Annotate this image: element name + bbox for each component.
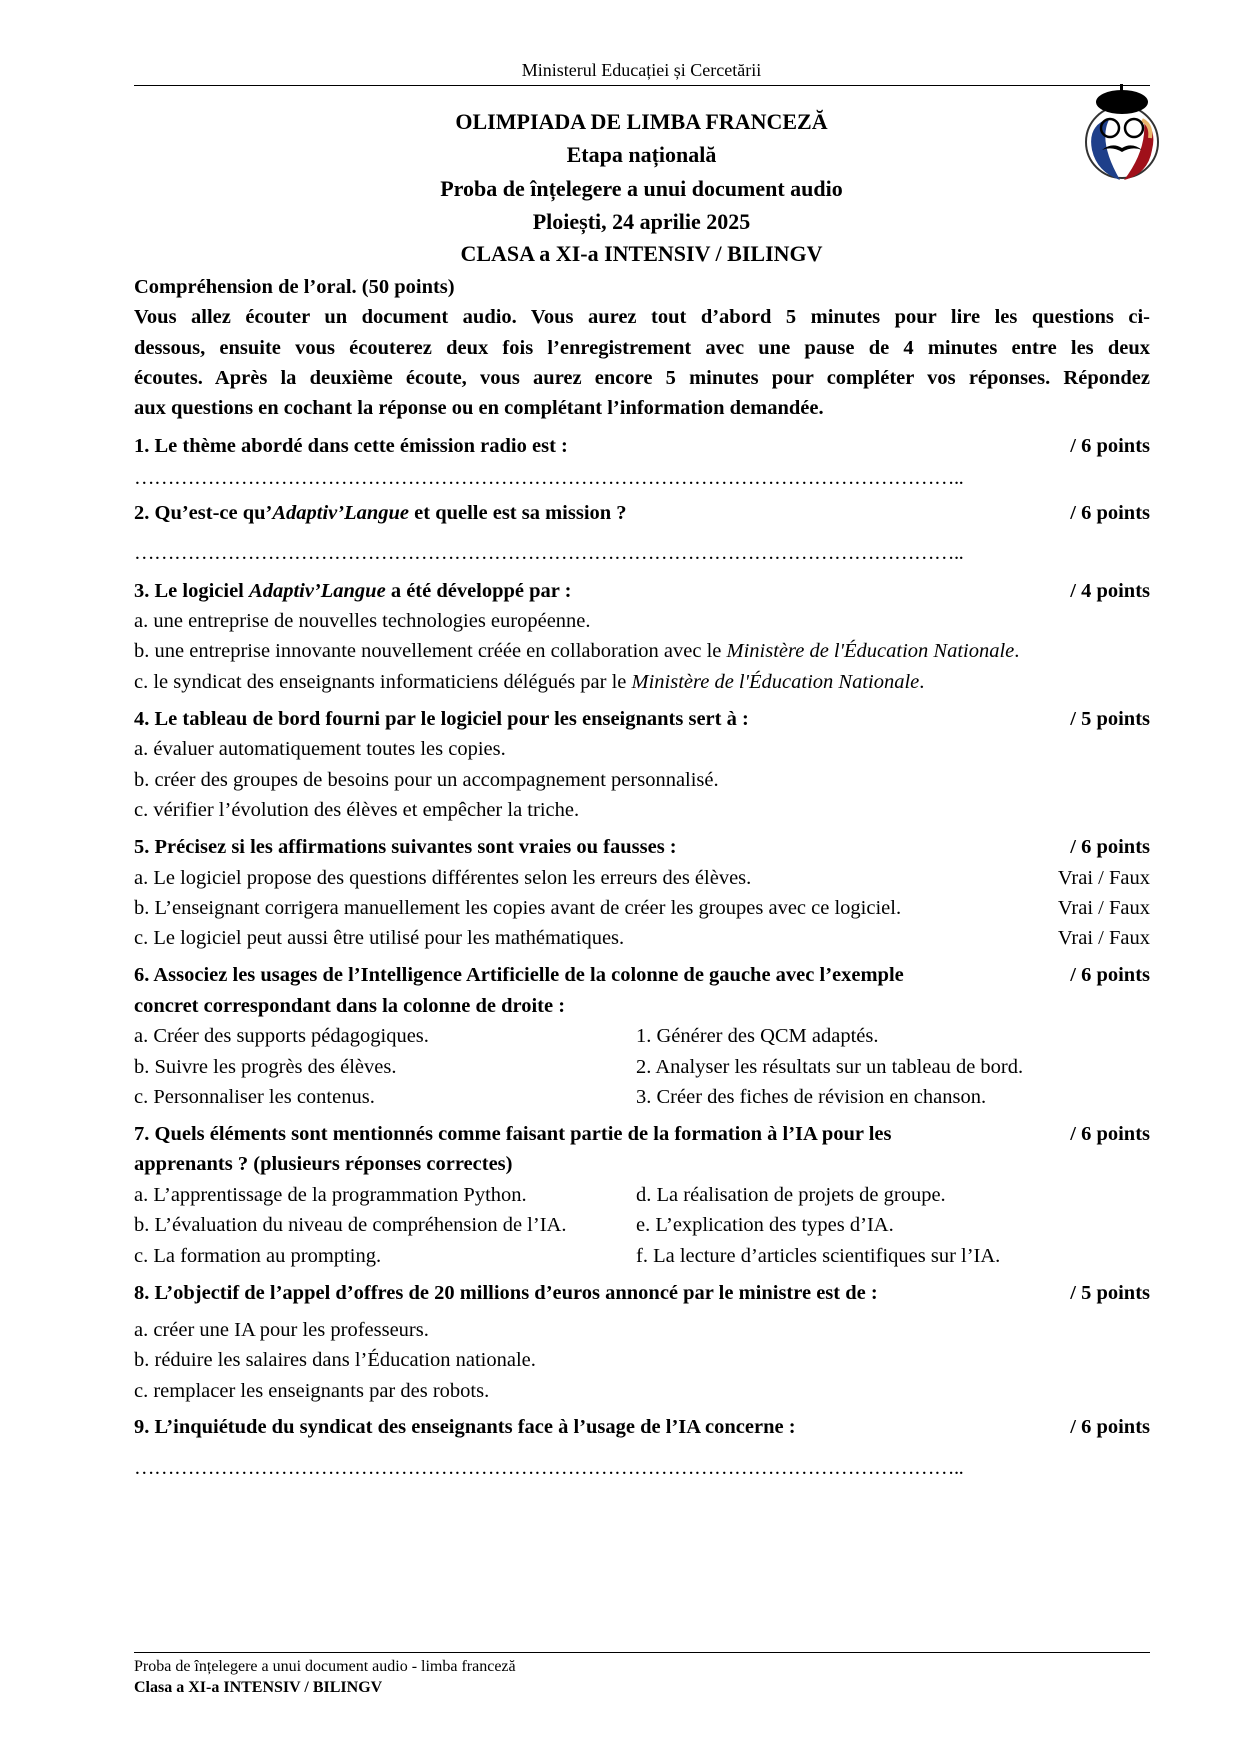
title-line-5: CLASA a XI-a INTENSIV / BILINGV — [460, 241, 823, 266]
points-label: / 5 points — [1070, 1282, 1150, 1304]
option-c[interactable]: c. La formation au prompting. — [134, 1245, 382, 1267]
ministry-name: Ministerul Educației și Cercetării — [521, 60, 762, 80]
option-a[interactable]: a. créer une IA pour les professeurs. — [134, 1319, 429, 1341]
statement-b: b. L’enseignant corrigera manuellement les copies avant de créer les groupes avec ce logiciel. — [134, 897, 902, 919]
true-false-choice[interactable]: Vrai / Faux — [1057, 867, 1150, 889]
true-false-choice[interactable]: Vrai / Faux — [1057, 927, 1150, 949]
points-label: / 6 points — [1070, 836, 1150, 858]
points-label: / 6 points — [1070, 1123, 1150, 1145]
instructions-line: aux questions en cochant la réponse ou en complétant l’information demandée. — [134, 397, 824, 419]
footer-line-2: Clasa a XI-a INTENSIV / BILINGV — [134, 1679, 383, 1696]
question-text: 9. L’inquiétude du syndicat des enseignants face à l’usage de l’IA concerne : — [134, 1416, 796, 1438]
option-b[interactable]: b. créer des groupes de besoins pour un accompagnement personnalisé. — [134, 769, 719, 791]
option-c[interactable]: c. vérifier l’évolution des élèves et empêcher la triche. — [134, 799, 580, 821]
title-line-4: Ploiești, 24 aprilie 2025 — [532, 209, 751, 234]
points-label: / 6 points — [1070, 502, 1150, 524]
points-label: / 4 points — [1070, 580, 1150, 602]
question-text: 2. Qu’est-ce qu’ — [134, 502, 273, 524]
question-text: 7. Quels éléments sont mentionnés comme faisant partie de la formation à l’IA pour les — [134, 1123, 892, 1145]
instructions-line: Vous allez écouter un document audio. Vous aurez tout d’abord 5 minutes pour lire les questions ci- — [134, 306, 1150, 328]
title-line-3: Proba de înțelegere a unui document audio — [440, 176, 843, 201]
answer-line[interactable]: …………………………………………………………………………………………………………….. — [134, 542, 964, 564]
answer-line[interactable]: …………………………………………………………………………………………………………….. — [134, 467, 964, 489]
question-text: apprenants ? (plusieurs réponses correctes) — [134, 1153, 513, 1175]
option-f[interactable]: f. La lecture d’articles scientifiques sur l’IA. — [636, 1245, 1001, 1267]
option-d[interactable]: d. La réalisation de projets de groupe. — [636, 1184, 946, 1206]
instructions-line: dessous, ensuite vous écouterez deux fois l’enregistrement avec une pause de 4 minutes entre les deux — [134, 337, 1150, 359]
option-c[interactable]: c. remplacer les enseignants par des robots. — [134, 1380, 490, 1402]
option-a[interactable]: a. L’apprentissage de la programmation Python. — [134, 1184, 527, 1206]
left-item[interactable]: c. Personnaliser les contenus. — [134, 1086, 375, 1108]
option-e[interactable]: e. L’explication des types d’IA. — [636, 1214, 894, 1236]
points-label: / 6 points — [1070, 1416, 1150, 1438]
true-false-choice[interactable]: Vrai / Faux — [1057, 897, 1150, 919]
right-item[interactable]: 3. Créer des fiches de révision en chanson. — [636, 1086, 987, 1108]
header-rule — [134, 85, 1150, 86]
statement-c: c. Le logiciel peut aussi être utilisé pour les mathématiques. — [134, 927, 625, 949]
title-line-1: OLIMPIADA DE LIMBA FRANCEZĂ — [455, 109, 828, 134]
question-text: 4. Le tableau de bord fourni par le logiciel pour les enseignants sert à : — [134, 708, 749, 730]
option-text: c. le syndicat des enseignants informaticiens délégués par le — [134, 671, 632, 693]
question-text: et quelle est sa mission ? — [409, 502, 627, 524]
question-text: a été développé par : — [385, 580, 572, 602]
option-c[interactable]: c. le syndicat des enseignants informaticiens délégués par le Ministère de l'Éducation Nationale. — [134, 671, 925, 693]
question-text: 5. Précisez si les affirmations suivantes sont vraies ou fausses : — [134, 836, 677, 858]
footer-line-1: Proba de înțelegere a unui document audio - limba franceză — [134, 1658, 516, 1675]
instructions-line: écoutes. Après la deuxième écoute, vous aurez encore 5 minutes pour compléter vos réponses. Répondez — [134, 367, 1150, 389]
option-b[interactable]: b. réduire les salaires dans l’Éducation nationale. — [134, 1349, 536, 1371]
right-item[interactable]: 1. Générer des QCM adaptés. — [636, 1025, 879, 1047]
question-text: concret correspondant dans la colonne de droite : — [134, 995, 566, 1017]
option-a[interactable]: a. une entreprise de nouvelles technologies européenne. — [134, 610, 591, 632]
answer-line[interactable]: …………………………………………………………………………………………………………….. — [134, 1457, 964, 1479]
question-text: 3. Le logiciel — [134, 580, 250, 602]
question-text: 6. Associez les usages de l’Intelligence Artificielle de la colonne de gauche avec l’exemple — [134, 964, 904, 986]
right-item[interactable]: 2. Analyser les résultats sur un tableau de bord. — [636, 1056, 1024, 1078]
option-italic: Ministère de l'Éducation Nationale — [631, 671, 920, 693]
points-label: / 5 points — [1070, 708, 1150, 730]
statement-a: a. Le logiciel propose des questions différentes selon les erreurs des élèves. — [134, 867, 752, 889]
left-item[interactable]: a. Créer des supports pédagogiques. — [134, 1025, 429, 1047]
option-a[interactable]: a. évaluer automatiquement toutes les copies. — [134, 738, 506, 760]
question-text: 8. L’objectif de l’appel d’offres de 20 millions d’euros annoncé par le ministre est de : — [134, 1282, 878, 1304]
points-label: / 6 points — [1070, 435, 1150, 457]
points-label: / 6 points — [1070, 964, 1150, 986]
footer-rule — [134, 1652, 1150, 1653]
option-italic: Ministère de l'Éducation Nationale — [726, 640, 1015, 662]
option-b[interactable]: b. une entreprise innovante nouvellement créée en collaboration avec le Ministère de l'Éducation Nationale. — [134, 640, 1020, 662]
section-heading: Compréhension de l’oral. (50 points) — [134, 276, 455, 298]
title-line-2: Etapa națională — [566, 142, 717, 167]
software-name: Adaptiv’Langue — [249, 580, 386, 602]
software-name: Adaptiv’Langue — [272, 502, 410, 524]
question-text: 1. Le thème abordé dans cette émission radio est : — [134, 435, 568, 457]
option-b[interactable]: b. L’évaluation du niveau de compréhension de l’IA. — [134, 1214, 567, 1236]
option-text: b. une entreprise innovante nouvellement créée en collaboration avec le — [134, 640, 727, 662]
left-item[interactable]: b. Suivre les progrès des élèves. — [134, 1056, 397, 1078]
